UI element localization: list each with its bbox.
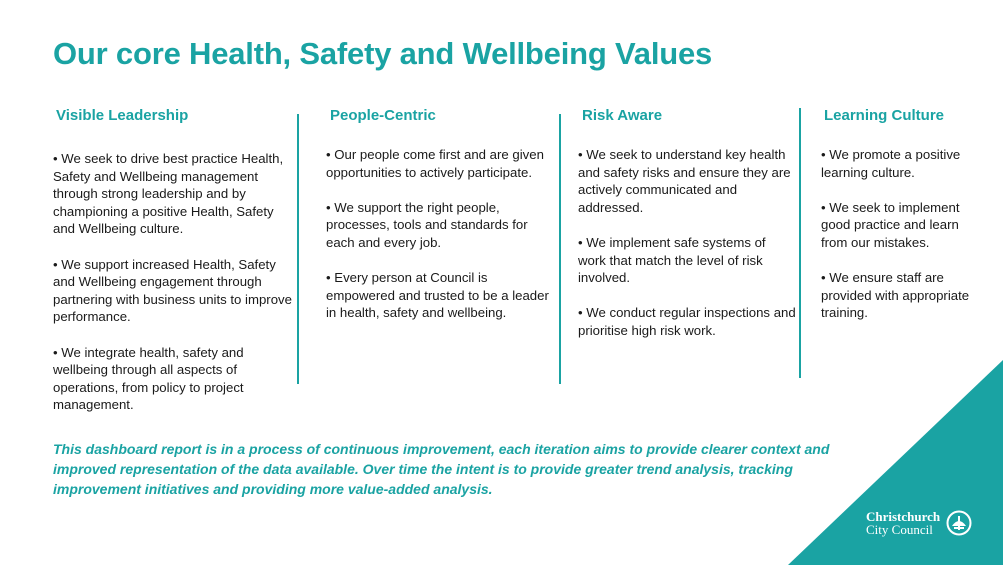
value-bullet: • We implement safe systems of work that match the level of risk involved.	[578, 234, 796, 287]
value-bullet: • We promote a positive learning culture.	[821, 146, 981, 181]
logo-line2: City Council	[866, 522, 933, 537]
value-bullet: • Our people come first and are given opportunities to actively participate.	[326, 146, 558, 181]
value-column-learning-culture	[821, 106, 981, 340]
value-bullet: • We support the right people, processes, tools and standards for each and every job.	[326, 199, 558, 252]
value-bullet: • We seek to drive best practice Health, Safety and Wellbeing management through strong leadership and by championing a positive Health, Safety and Wellbeing culture.	[53, 150, 298, 238]
value-column-risk-aware	[578, 106, 796, 357]
value-bullet: • We integrate health, safety and wellbeing through all aspects of operations, from policy to project management.	[53, 344, 298, 414]
value-bullet: • We conduct regular inspections and prioritise high risk work.	[578, 304, 796, 339]
value-column-people-centric	[326, 106, 558, 340]
column-heading: Learning Culture	[824, 107, 945, 124]
column-heading: People-Centric	[330, 107, 436, 124]
council-logo	[866, 510, 972, 536]
value-bullet: • We seek to implement good practice and learn from our mistakes.	[821, 199, 981, 252]
column-divider	[297, 114, 299, 384]
column-heading: Risk Aware	[582, 107, 663, 124]
dashboard-disclaimer: This dashboard report is in a process of continuous improvement, each iteration aims to provide clearer context and improved representation of the data available. Over time the intent is to provide greater trend analysis, tracking improvement initiatives and providing more value-added analysis.	[53, 441, 830, 497]
page-title: Our core Health, Safety and Wellbeing Values	[53, 36, 713, 71]
cathedral-emblem-icon	[946, 510, 972, 536]
column-divider	[799, 108, 801, 378]
value-bullet: • Every person at Council is empowered and trusted to be a leader in health, safety and wellbeing.	[326, 269, 558, 322]
logo-line1: Christchurch	[866, 509, 941, 524]
column-divider	[559, 114, 561, 384]
value-column-visible-leadership	[53, 106, 298, 432]
value-bullet: • We seek to understand key health and safety risks and ensure they are actively communicated and addressed.	[578, 146, 796, 216]
value-bullet: • We ensure staff are provided with appropriate training.	[821, 269, 981, 322]
column-heading: Visible Leadership	[56, 107, 189, 124]
value-bullet: • We support increased Health, Safety and Wellbeing engagement through partnering with business units to improve performance.	[53, 256, 298, 326]
